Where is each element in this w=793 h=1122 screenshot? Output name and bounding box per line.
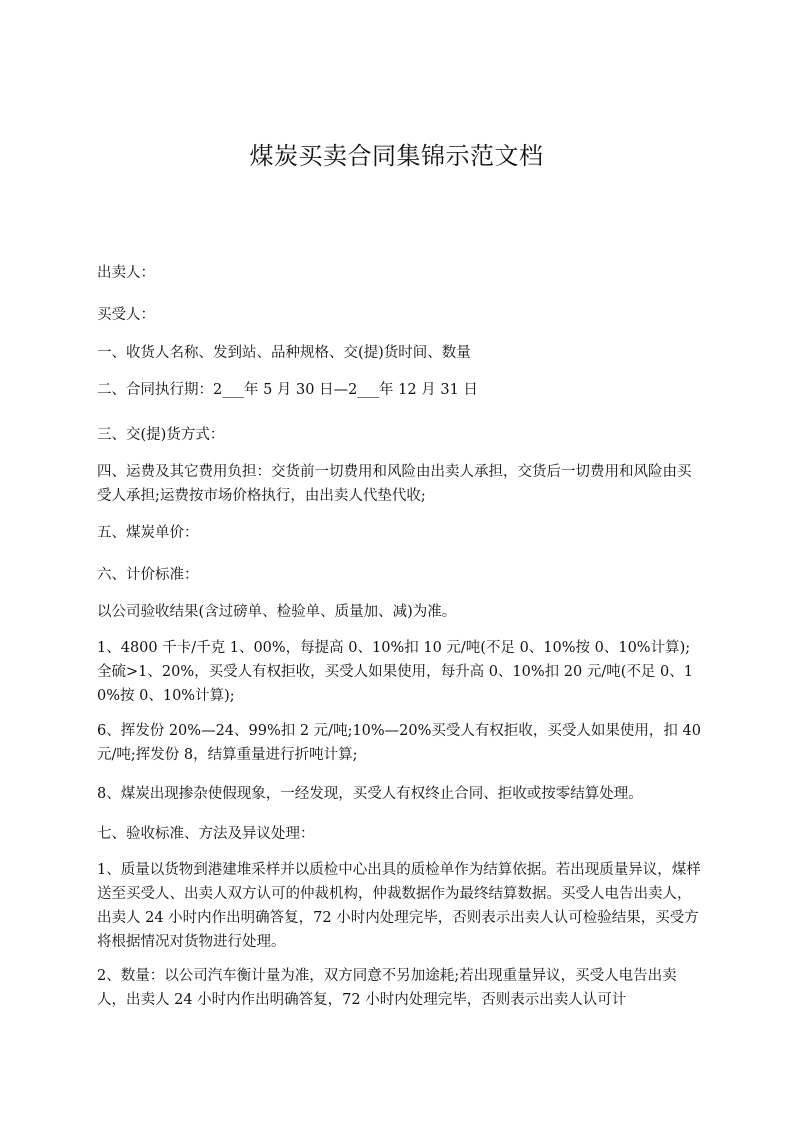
- paragraph-pricing-item-1: 1、4800 千卡/千克 1、00%，每提高 0、10%扣 10 元/吨(不足 0、10%按 0、10%计算);全硫>1、20%，买受人有权拒收，买受人如果使用，每升高 0、10%扣 20 元/吨(不足 0、10%按 0、10%计算);: [97, 640, 693, 704]
- paragraph-pricing-item-6: 6、挥发份 20%—24、99%扣 2 元/吨;10%—20%买受人有权拒收，买受人如果使用，扣 40 元/吨;挥发份 8，结算重量进行折吨计算;: [97, 723, 701, 763]
- paragraph-acceptance-item-2: 2、数量：以公司汽车衡计量为准，双方同意不另加途耗;若出现重量异议，买受人电告出卖人，出卖人 24 小时内作出明确答复，72 小时内处理完毕，否则表示出卖人认可计: [97, 968, 677, 1008]
- paragraph-pricing-basis: 以公司验收结果(含过磅单、检验单、质量加、减)为准。: [97, 604, 457, 620]
- paragraph-section-5: 五、煤炭单价：: [97, 525, 199, 541]
- paragraph-seller: 出卖人：: [97, 265, 155, 281]
- paragraph-section-6: 六、计价标准：: [97, 567, 199, 583]
- paragraph-pricing-item-8: 8、煤炭出现掺杂使假现象，一经发现，买受人有权终止合同、拒收或按零结算处理。: [97, 786, 643, 802]
- paragraph-acceptance-item-1: 1、质量以货物到港建堆采样并以质检中心出具的质检单作为结算依据。若出现质量异议，煤样送至买受人、出卖人双方认可的仲裁机构，仲裁数据作为最终结算数据。买受人电告出卖人，出卖人 24 小时内作出明确答复，72 小时内处理完毕，否则表示出卖人认可检验结果，买受方将根据情况对货物进行处理。: [97, 862, 701, 950]
- paragraph-section-3: 三、交(提)货方式：: [97, 427, 225, 443]
- paragraph-section-1: 一、收货人名称、发到站、品种规格、交(提)货时间、数量: [97, 345, 471, 361]
- paragraph-section-7: 七、验收标准、方法及异议处理：: [97, 826, 315, 842]
- paragraph-buyer: 买受人：: [97, 307, 155, 323]
- paragraph-section-2: 二、合同执行期：2___年 5 月 30 日—2___年 12 月 31 日: [97, 382, 478, 398]
- paragraph-section-4: 四、运费及其它费用负担：交货前一切费用和风险由出卖人承担，交货后一切费用和风险由买受人承担;运费按市场价格执行，由出卖人代垫代收;: [97, 464, 692, 504]
- document-title: 煤炭买卖合同集锦示范文档: [249, 142, 544, 170]
